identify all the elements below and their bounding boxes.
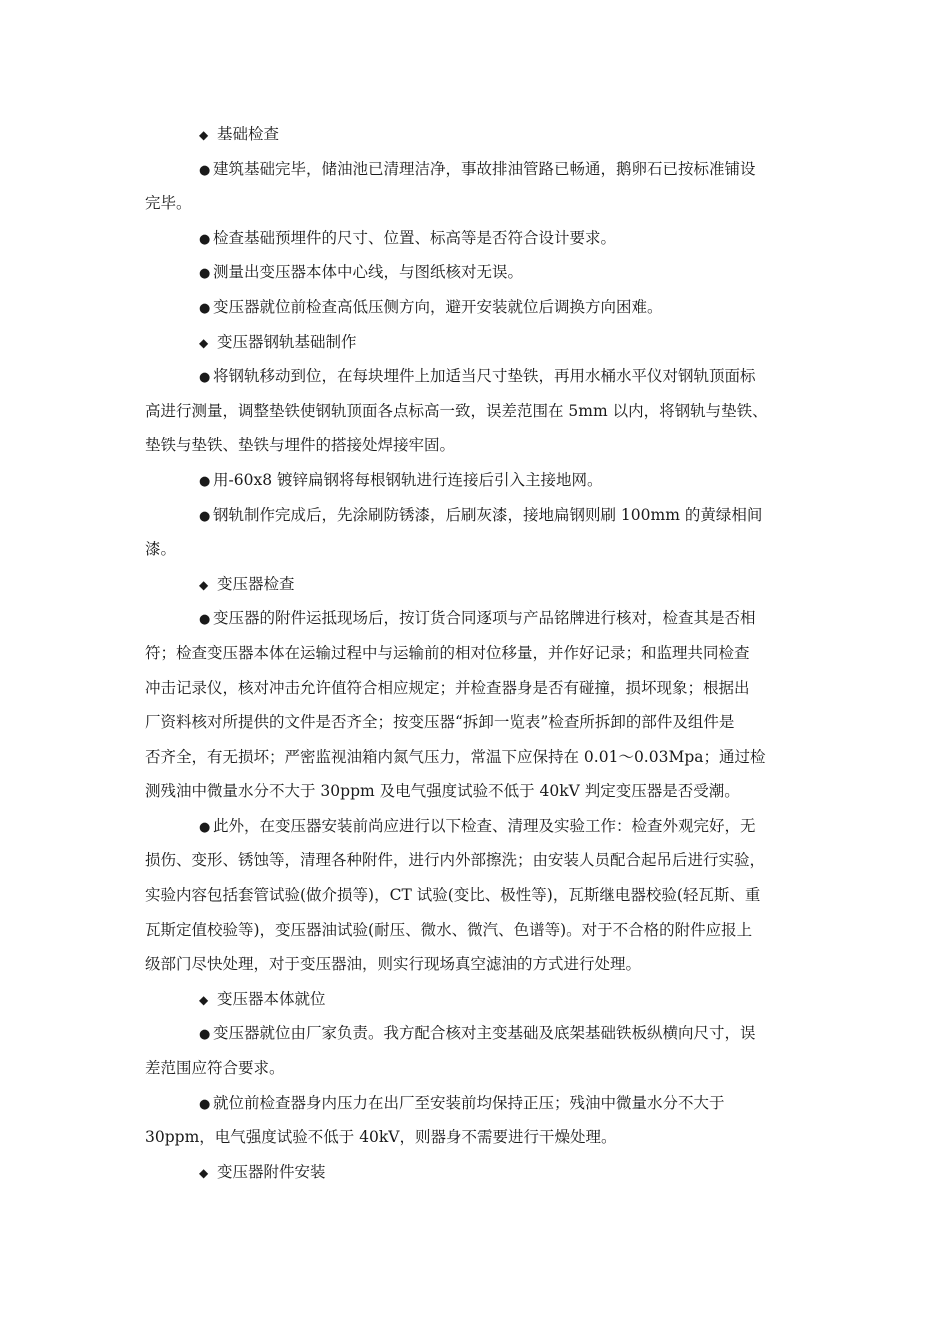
bullet-text: 检查基础预埋件的尺寸、位置、标高等是否符合设计要求。 <box>213 228 617 247</box>
bullet-text: 损伤、变形、锈蚀等，清理各种附件，进行内外部擦洗；由安装人员配合起吊后进行实验， <box>145 851 766 870</box>
bullet-item-continuation <box>145 671 807 706</box>
diamond-bullet-icon: ◆ <box>199 128 209 142</box>
section-heading <box>145 982 807 1017</box>
bullet-item-continuation <box>145 1120 807 1155</box>
round-bullet-icon: ● <box>199 473 211 489</box>
bullet-text: 垫铁与垫铁、垫铁与埋件的搭接处焊接牢固。 <box>145 436 456 455</box>
round-bullet-icon: ● <box>199 508 211 524</box>
section-heading <box>145 567 807 602</box>
bullet-text: 测量出变压器本体中心线，与图纸核对无误。 <box>213 263 524 282</box>
bullet-text: 高进行测量，调整垫铁使钢轨顶面各点标高一致，误差范围在 5mm 以内，将钢轨与垫铁、 <box>145 401 768 420</box>
bullet-item <box>145 255 807 290</box>
round-bullet-icon: ● <box>199 162 211 178</box>
section-heading-text: 变压器检查 <box>217 574 295 593</box>
round-bullet-icon: ● <box>199 266 211 282</box>
document-page <box>145 117 807 1189</box>
bullet-item-continuation <box>145 947 807 982</box>
bullet-item-continuation <box>145 705 807 740</box>
section-heading <box>145 1155 807 1190</box>
bullet-text: 钢轨制作完成后，先涂刷防锈漆，后刷灰漆，接地扁钢则刷 100mm 的黄绿相间 <box>213 505 763 524</box>
round-bullet-icon: ● <box>199 1027 211 1043</box>
bullet-item-continuation <box>145 913 807 948</box>
bullet-text: 符；检查变压器本体在运输过程中与运输前的相对位移量，并作好记录；和监理共同检查 <box>145 643 750 662</box>
section-heading-text: 变压器本体就位 <box>217 989 326 1008</box>
bullet-text: 30ppm，电气强度试验不低于 40kV，则器身不需要进行干燥处理。 <box>145 1128 617 1147</box>
round-bullet-icon: ● <box>199 370 211 386</box>
bullet-text: 瓦斯定值校验等)，变压器油试验(耐压、微水、微汽、色谱等)。对于不合格的附件应报上 <box>145 920 753 939</box>
round-bullet-icon: ● <box>199 612 211 628</box>
bullet-text: 完毕。 <box>145 194 192 213</box>
bullet-text: 此外，在变压器安装前尚应进行以下检查、清理及实验工作：检查外观完好，无 <box>213 816 756 835</box>
bullet-item <box>145 221 807 256</box>
bullet-item-continuation <box>145 186 807 221</box>
bullet-item <box>145 498 807 533</box>
bullet-text: 差范围应符合要求。 <box>145 1059 285 1078</box>
round-bullet-icon: ● <box>199 231 211 247</box>
bullet-text: 建筑基础完毕，储油池已清理洁净，事故排油管路已畅通，鹅卵石已按标准铺设 <box>213 159 756 178</box>
bullet-item-continuation <box>145 532 807 567</box>
bullet-text: 就位前检查器身内压力在出厂至安装前均保持正压；残油中微量水分不大于 <box>213 1093 725 1112</box>
bullet-text: 实验内容包括套管试验(做介损等)，CT 试验(变比、极性等)，瓦斯继电器校验(轻瓦斯、重 <box>145 886 761 905</box>
bullet-item <box>145 152 807 187</box>
round-bullet-icon: ● <box>199 1096 211 1112</box>
bullet-item-continuation <box>145 878 807 913</box>
round-bullet-icon: ● <box>199 819 211 835</box>
bullet-text: 否齐全，有无损坏；严密监视油箱内氮气压力，常温下应保持在 0.01～0.03Mpa；通过检 <box>145 747 766 766</box>
section-heading <box>145 117 807 152</box>
bullet-text: 级部门尽快处理，对于变压器油，则实行现场真空滤油的方式进行处理。 <box>145 955 642 974</box>
diamond-bullet-icon: ◆ <box>199 992 209 1007</box>
section-heading <box>145 325 807 360</box>
section-heading-text: 变压器钢轨基础制作 <box>217 332 357 351</box>
bullet-item <box>145 601 807 636</box>
diamond-bullet-icon: ◆ <box>199 335 209 350</box>
bullet-item-continuation <box>145 774 807 809</box>
bullet-item-continuation <box>145 843 807 878</box>
bullet-item-continuation <box>145 428 807 463</box>
bullet-text: 冲击记录仪，核对冲击允许值符合相应规定；并检查器身是否有碰撞，损坏现象；根据出 <box>145 678 750 697</box>
bullet-text: 变压器就位由厂家负责。我方配合核对主变基础及底架基础铁板纵横向尺寸，误 <box>213 1024 756 1043</box>
section-heading-text: 基础检查 <box>217 125 280 143</box>
bullet-item-continuation <box>145 1051 807 1086</box>
bullet-item <box>145 290 807 325</box>
bullet-text: 漆。 <box>145 540 177 559</box>
round-bullet-icon: ● <box>199 300 211 316</box>
bullet-text: 厂资料核对所提供的文件是否齐全；按变压器“拆卸一览表”检查所拆卸的部件及组件是 <box>145 713 735 732</box>
diamond-bullet-icon: ◆ <box>199 577 209 592</box>
bullet-item <box>145 1016 807 1051</box>
bullet-text: 测残油中微量水分不大于 30ppm 及电气强度试验不低于 40kV 判定变压器是否受潮。 <box>145 782 740 801</box>
section-heading-text: 变压器附件安装 <box>217 1162 326 1181</box>
bullet-text: 变压器的附件运抵现场后，按订货合同逐项与产品铭牌进行核对，检查其是否相 <box>213 609 756 628</box>
bullet-item-continuation <box>145 636 807 671</box>
bullet-item-continuation <box>145 740 807 775</box>
bullet-item <box>145 359 807 394</box>
diamond-bullet-icon: ◆ <box>199 1165 209 1180</box>
bullet-text: 用-60x8 镀锌扁钢将每根钢轨进行连接后引入主接地网。 <box>213 470 603 489</box>
bullet-item <box>145 463 807 498</box>
bullet-text: 变压器就位前检查高低压侧方向，避开安装就位后调换方向困难。 <box>213 297 663 316</box>
bullet-item <box>145 1086 807 1121</box>
bullet-item <box>145 809 807 844</box>
bullet-item-continuation <box>145 394 807 429</box>
bullet-text: 将钢轨移动到位，在每块埋件上加适当尺寸垫铁，再用水桶水平仪对钢轨顶面标 <box>213 367 756 386</box>
